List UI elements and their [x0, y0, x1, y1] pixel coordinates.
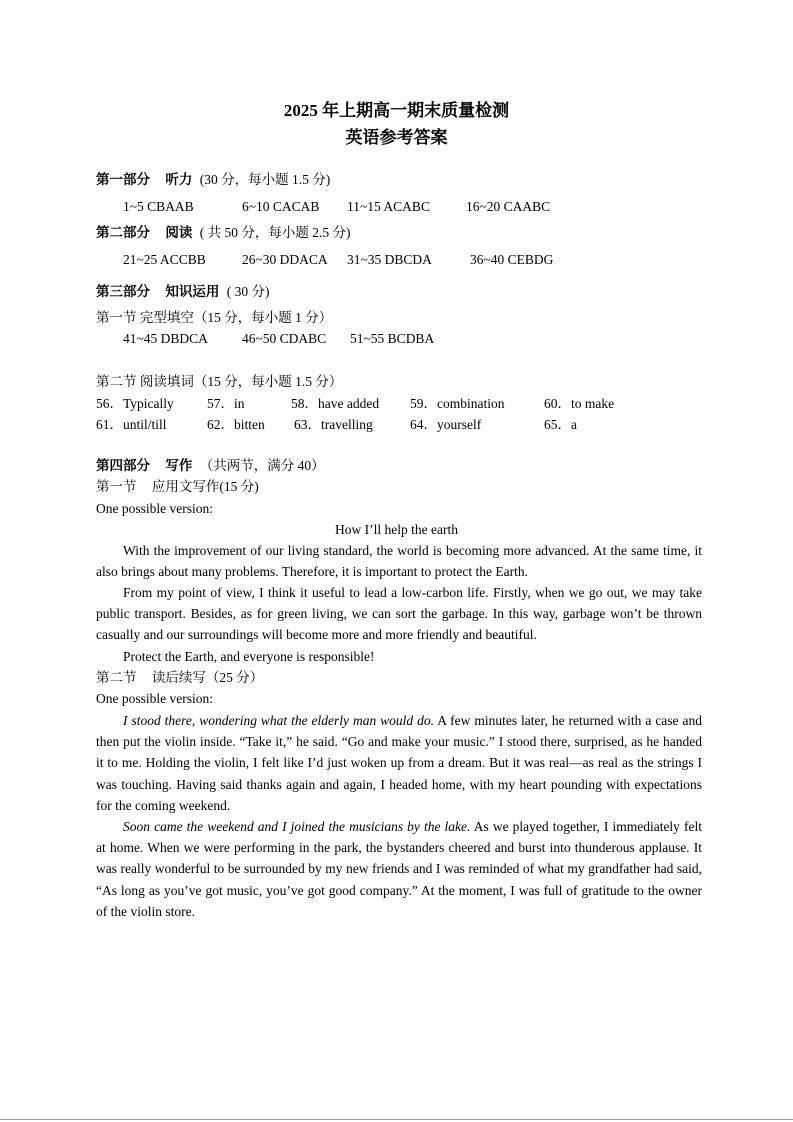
- part2-heading-line: [96, 224, 351, 242]
- fill-item: [207, 395, 245, 413]
- fill-item-number: 61．: [96, 417, 123, 432]
- fill-item-number: 65．: [544, 417, 571, 432]
- continuation-body: As we played together, I immediately felt at home. When we were performing in the park, the bystanders cheered and burst into thunderous applause. It was really wonderful to be surrounded by my new friends and I was reminded of what my grandfather had said, “As long as you’ve got music, you’ve got good company.” At the moment, I was full of gratitude to the owner of the violin store.: [96, 819, 703, 919]
- part1-answer: 16~20 CAABC: [466, 199, 551, 214]
- part2-note: ( 共 50 分，每小题 2.5 分): [199, 225, 351, 240]
- fill-item: [294, 416, 373, 434]
- fill-item: [96, 416, 167, 434]
- part3-section1-answer: 51~55 BCDBA: [350, 331, 435, 346]
- continuation-lead-sentence: Soon came the weekend and I joined the musicians by the lake.: [123, 819, 471, 834]
- part4-heading: 第四部分: [96, 458, 150, 473]
- continuation-paragraph: [96, 710, 702, 816]
- fill-item-number: 58．: [291, 396, 318, 411]
- fill-item-word: to make: [571, 396, 615, 411]
- fill-item-number: 60．: [544, 396, 571, 411]
- fill-item: [410, 395, 505, 413]
- part3-heading: 第三部分: [96, 284, 150, 299]
- part1-answer: 6~10 CACAB: [242, 199, 320, 214]
- part1-answer: 11~15 ACABC: [347, 199, 430, 214]
- part3-name: 知识运用: [165, 284, 220, 299]
- part2-answer: 26~30 DDACA: [242, 252, 328, 267]
- fill-item-number: 62．: [207, 417, 234, 432]
- part1-heading: 第一部分: [96, 172, 150, 187]
- fill-item: [544, 416, 577, 434]
- part4-section1-name: 应用文写作(15 分): [151, 479, 259, 494]
- essay-paragraph: From my point of view, I think it useful to lead a low-carbon life. Firstly, when we go out, we may take public transport. Besides, as for green living, we can sort the garbage. In this way, garbage won’t be thrown casually and our surroundings will become more and more friendly and beautiful.: [96, 585, 702, 643]
- part2-answer: 36~40 CEBDG: [470, 252, 554, 267]
- document-subtitle: 英语参考答案: [345, 128, 448, 147]
- fill-item-word: bitten: [234, 417, 265, 432]
- fill-item-number: 57．: [207, 396, 234, 411]
- fill-item-word: yourself: [437, 417, 482, 432]
- part2-answer: 21~25 ACCBB: [123, 252, 206, 267]
- fill-item-word: combination: [437, 396, 505, 411]
- fill-item: [291, 395, 379, 413]
- part4-section1-heading: 第一节: [96, 479, 137, 494]
- part3-note: ( 30 分): [226, 284, 270, 299]
- fill-item: [96, 395, 174, 413]
- part1-heading-line: [96, 171, 330, 189]
- part4-note: （共两节，满分 40）: [199, 458, 325, 473]
- continuation-lead-sentence: I stood there, wondering what the elderly man would do.: [123, 713, 435, 728]
- document-title: 2025 年上期高一期末质量检测: [283, 101, 510, 120]
- part4-section2-name: 读后续写（25 分）: [151, 670, 264, 685]
- part3-section1-heading: 第一节 完型填空（15 分，每小题 1 分）: [96, 310, 333, 325]
- essay-title: How I’ll help the earth: [335, 522, 458, 537]
- continuation-paragraph: [96, 816, 702, 922]
- part4-section2-heading: 第二节: [96, 670, 137, 685]
- fill-item: [410, 416, 481, 434]
- page-bottom-divider: [0, 1119, 793, 1120]
- essay-paragraph: Protect the Earth, and everyone is responsible!: [123, 649, 375, 664]
- part4-section2-heading-line: [96, 669, 263, 687]
- continuation-body: A few minutes later, he returned with a case and then put the violin inside. “Take it,” he said. “Go and make your music.” I stood there, surprised, as he handed it to me. Holding the violin, I felt like I’d just woken up from a dream. But it was real—as real as the strings I was touching. Having said thanks again and again, I headed home, with my heart pounding with expectations for the coming weekend.: [96, 713, 702, 813]
- part4-section1-heading-line: [96, 478, 259, 496]
- essay-paragraph: With the improvement of our living standard, the world is becoming more advanced. At the same time, it also brings about many problems. Therefore, it is important to protect the Earth.: [96, 543, 702, 580]
- part4-heading-line: [96, 457, 325, 475]
- part2-name: 阅读: [165, 225, 193, 240]
- fill-item-word: a: [571, 417, 577, 432]
- fill-item-number: 56．: [96, 396, 123, 411]
- fill-item-word: in: [234, 396, 245, 411]
- part2-answer: 31~35 DBCDA: [347, 252, 432, 267]
- fill-item-number: 59．: [410, 396, 437, 411]
- part4-name: 写作: [165, 458, 193, 473]
- part4-section1-version-label: One possible version:: [96, 501, 213, 516]
- fill-item-word: have added: [318, 396, 380, 411]
- fill-item-word: until/till: [123, 417, 167, 432]
- part3-section2-heading: 第二节 阅读填词（15 分，每小题 1.5 分）: [96, 374, 343, 389]
- fill-item: [544, 395, 614, 413]
- part3-section1-answer: 46~50 CDABC: [242, 331, 327, 346]
- fill-item-number: 64．: [410, 417, 437, 432]
- fill-item-number: 63．: [294, 417, 321, 432]
- part3-section1-answer: 41~45 DBDCA: [123, 331, 208, 346]
- fill-item: [207, 416, 265, 434]
- part1-answer: 1~5 CBAAB: [123, 199, 194, 214]
- part1-note: (30 分，每小题 1.5 分): [199, 172, 331, 187]
- part3-heading-line: [96, 283, 270, 301]
- part2-heading: 第二部分: [96, 225, 150, 240]
- part1-name: 听力: [165, 172, 193, 187]
- fill-item-word: Typically: [123, 396, 174, 411]
- part4-section2-version-label: One possible version:: [96, 691, 213, 706]
- fill-item-word: travelling: [321, 417, 373, 432]
